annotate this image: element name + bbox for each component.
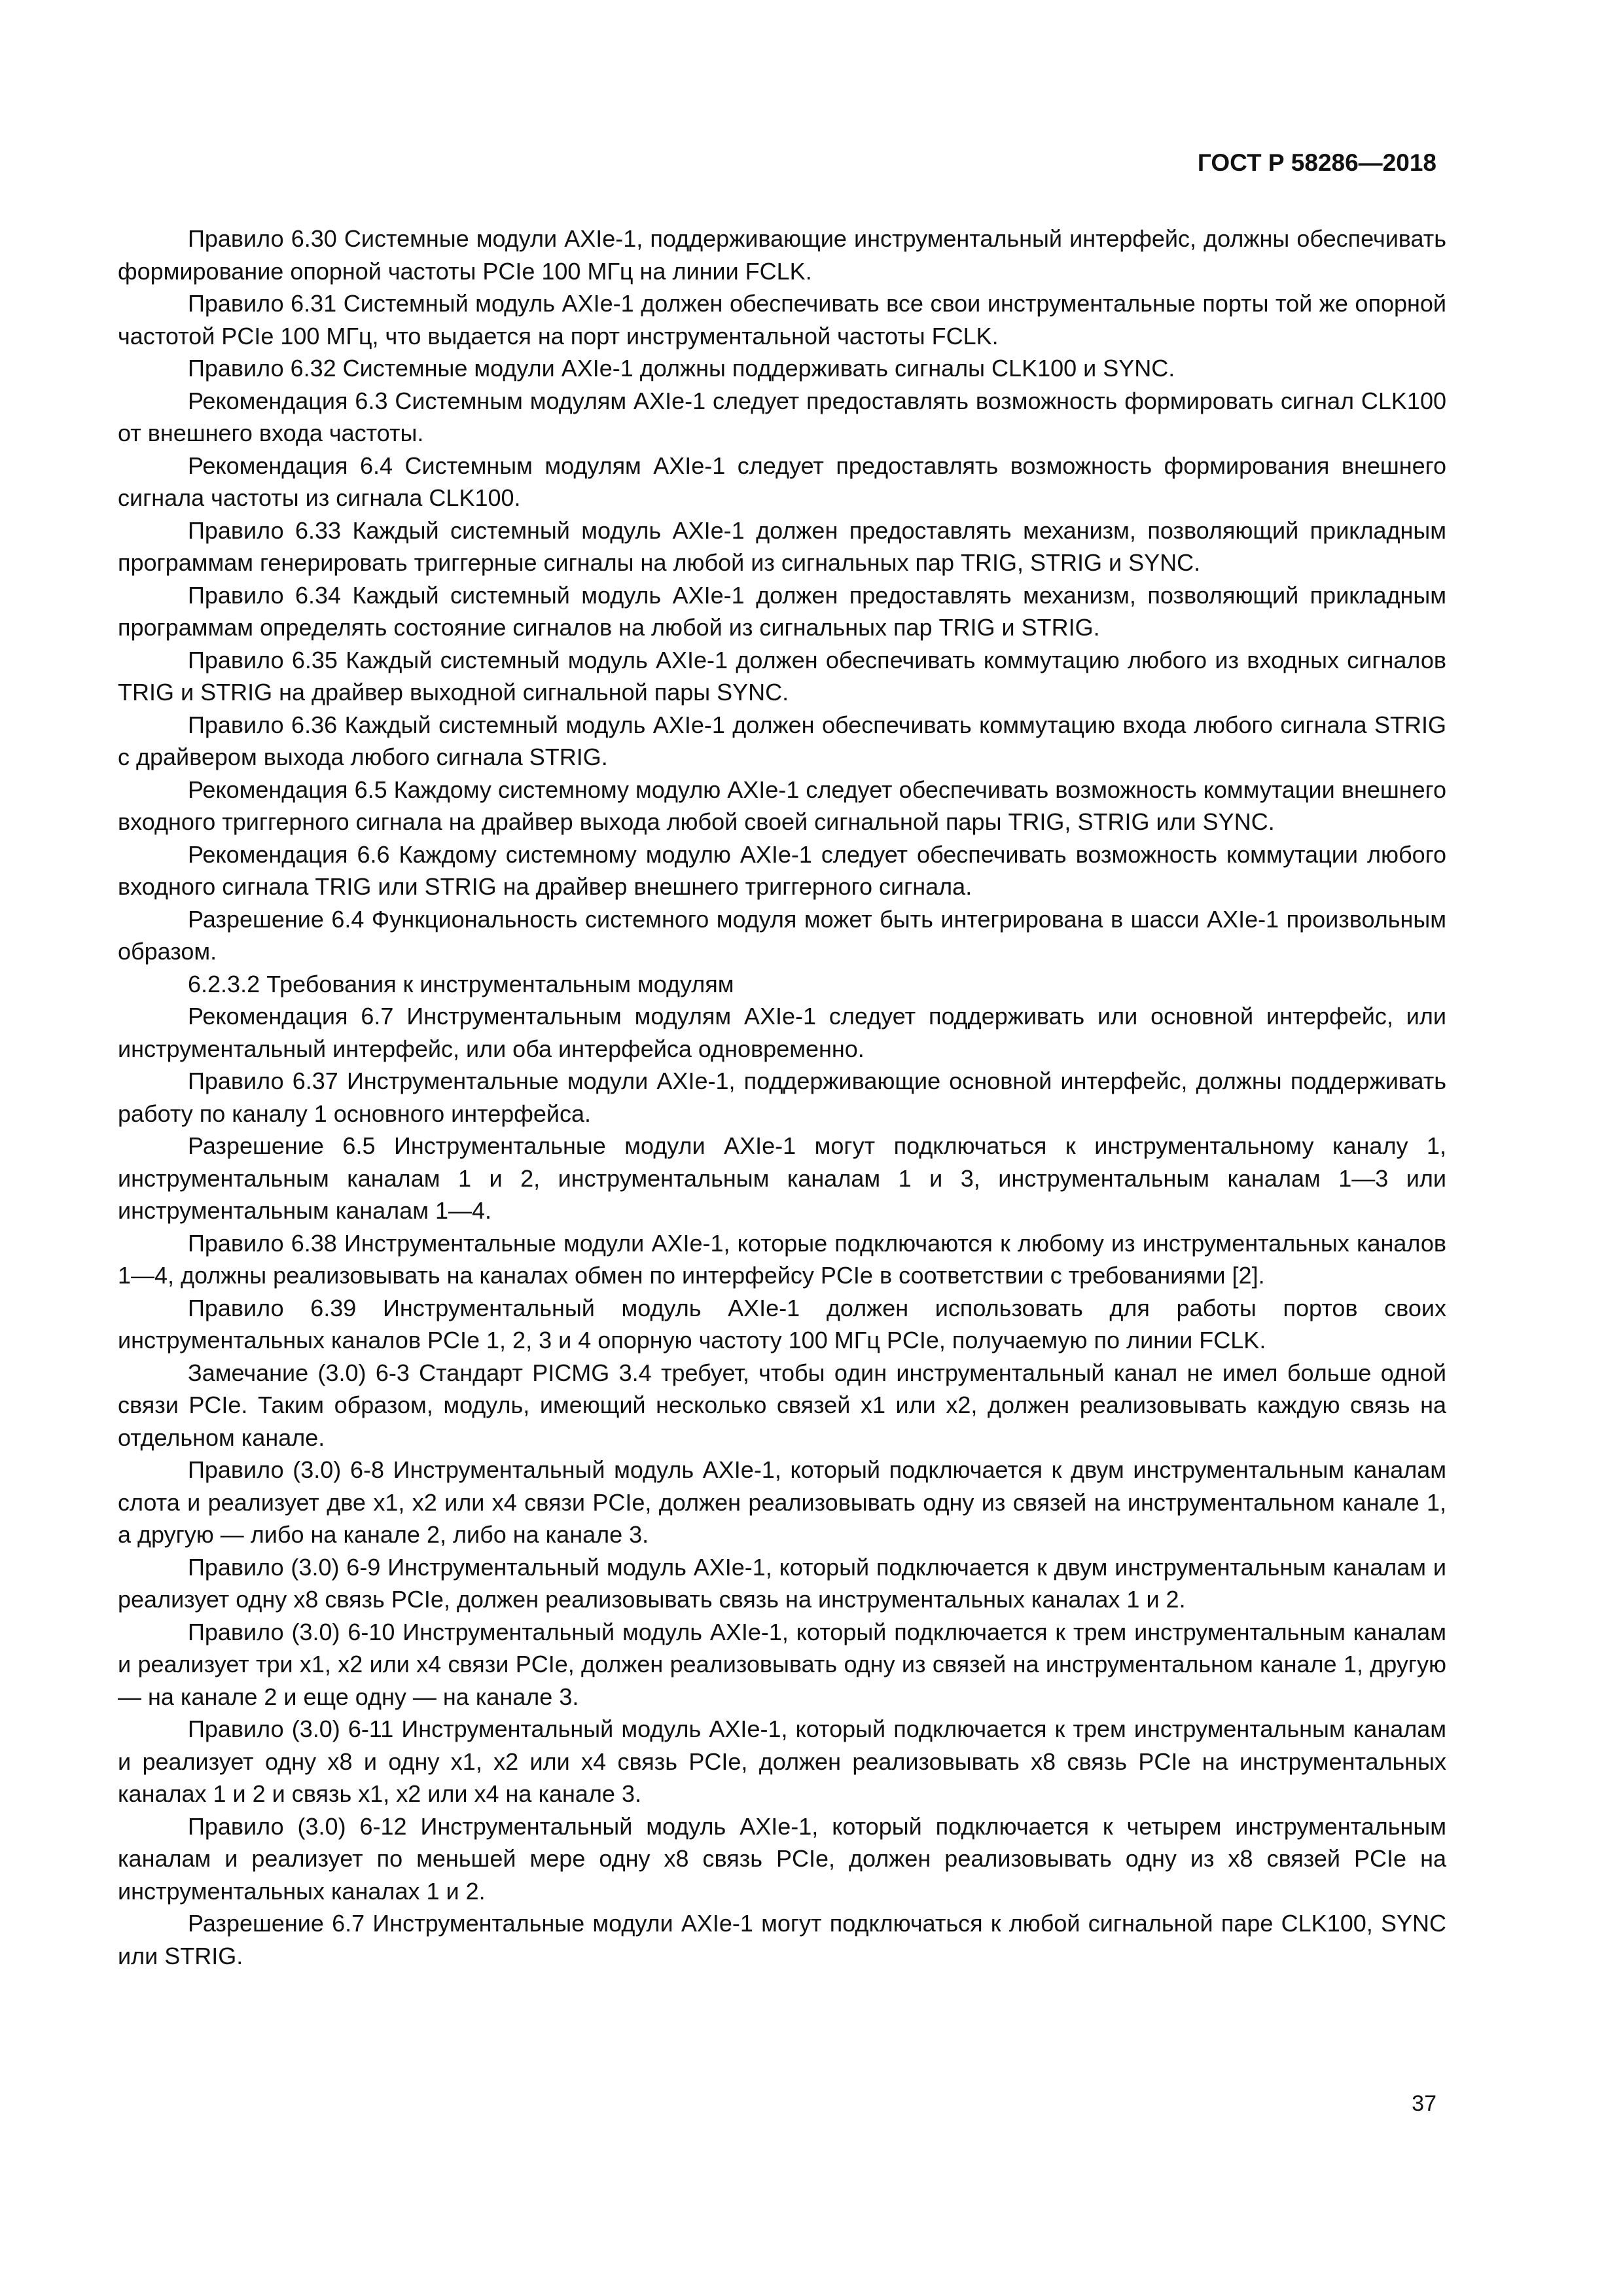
paragraph-permission-6-7: Разрешение 6.7 Инструментальные модули AXIe-1 могут подключаться к любой сигнальной паре CLK100, SYNC или STRIG. <box>118 1910 1446 1969</box>
paragraph-permission-6-4: Разрешение 6.4 Функциональность системного модуля может быть интегрирована в шасси AXIe-1 произвольным образом. <box>118 905 1446 965</box>
page-number: 37 <box>1412 2091 1436 2116</box>
paragraph-rule-6-30: Правило 6.30 Системные модули AXIe-1, поддерживающие инструментальный интерфейс, должны обеспечивать формирование опорной частоты PCIe 100 МГц на линии FCLK. <box>118 225 1446 285</box>
paragraph-recommendation-6-3: Рекомендация 6.3 Системным модулям AXIe-1 следует предоставлять возможность формировать сигнал CLK100 от внешнего входа частоты. <box>118 387 1446 446</box>
paragraph-rule-6-36: Правило 6.36 Каждый системный модуль AXIe-1 должен обеспечивать коммутацию входа любого сигнала STRIG с драйвером выхода любого сигнала STRIG. <box>118 711 1446 770</box>
paragraph-rule-6-33: Правило 6.33 Каждый системный модуль AXIe-1 должен предоставлять механизм, позволяющий прикладным программам генерировать триггерные сигналы на любой из сигнальных пар TRIG, STRIG и SYNC. <box>118 516 1446 576</box>
paragraph-recommendation-6-7: Рекомендация 6.7 Инструментальным модулям AXIe-1 следует поддерживать или основной интерфейс, или инструментальный интерфейс, или оба интерфейса одновременно. <box>118 1003 1446 1062</box>
section-heading-6-2-3-2: 6.2.3.2 Требования к инструментальным модулям <box>188 970 734 997</box>
paragraph-rule-3-0-6-12: Правило (3.0) 6-12 Инструментальный модуль AXIe-1, который подключается к четырем инструментальным каналам и реализует по меньшей мере одну x8 связь PCIe, должен реализовывать одну из x8 связей PCIe на инструментальных каналах 1 и 2. <box>118 1812 1446 1905</box>
paragraph-rule-3-0-6-10: Правило (3.0) 6-10 Инструментальный модуль AXIe-1, который подключается к трем инструментальным каналам и реализует три x1, x2 или x4 связи PCIe, должен реализовывать одну из связей на инструментальном канале 1, другую — на канале 2 и еще одну — на канале 3. <box>118 1618 1446 1710</box>
paragraph-rule-6-35: Правило 6.35 Каждый системный модуль AXIe-1 должен обеспечивать коммутацию любого из входных сигналов TRIG и STRIG на драйвер выходной сигнальной пары SYNC. <box>118 646 1446 706</box>
paragraph-rule-3-0-6-9: Правило (3.0) 6-9 Инструментальный модуль AXIe-1, который подключается к двум инструментальным каналам и реализует одну x8 связь PCIe, должен реализовывать связь на инструментальных каналах 1 и 2. <box>118 1553 1446 1613</box>
paragraph-recommendation-6-6: Рекомендация 6.6 Каждому системному модулю AXIe-1 следует обеспечивать возможность коммутации любого входного сигнала TRIG или STRIG на драйвер внешнего триггерного сигнала. <box>118 840 1446 900</box>
standard-header: ГОСТ Р 58286—2018 <box>1197 149 1436 176</box>
paragraph-permission-6-5: Разрешение 6.5 Инструментальные модули AXIe-1 могут подключаться к инструментальному каналу 1, инструментальным каналам 1 и 2, инструментальным каналам 1 и 3, инструментальным каналам 1—3 или инструментальным каналам 1—4. <box>118 1132 1446 1224</box>
document-body <box>118 223 1446 1972</box>
paragraph-recommendation-6-5: Рекомендация 6.5 Каждому системному модулю AXIe-1 следует обеспечивать возможность коммутации внешнего входного триггерного сигнала на драйвер выхода любой своей сигнальной пары TRIG, STRIG или SYNC. <box>118 776 1446 835</box>
paragraph-recommendation-6-4: Рекомендация 6.4 Системным модулям AXIe-1 следует предоставлять возможность формирования внешнего сигнала частоты из сигнала CLK100. <box>118 452 1446 511</box>
paragraph-rule-6-39: Правило 6.39 Инструментальный модуль AXIe-1 должен использовать для работы портов своих инструментальных каналов PCIe 1, 2, 3 и 4 опорную частоту 100 МГц PCIe, получаемую по линии FCLK. <box>118 1294 1446 1354</box>
paragraph-rule-3-0-6-8: Правило (3.0) 6-8 Инструментальный модуль AXIe-1, который подключается к двум инструментальным каналам слота и реализует две x1, x2 или x4 связи PCIe, должен реализовывать одну из связей на инструментальном канале 1, а другую — либо на канале 2, либо на канале 3. <box>118 1456 1446 1548</box>
paragraph-rule-6-34: Правило 6.34 Каждый системный модуль AXIe-1 должен предоставлять механизм, позволяющий прикладным программам определять состояние сигналов на любой из сигнальных пар TRIG и STRIG. <box>118 581 1446 641</box>
paragraph-rule-6-38: Правило 6.38 Инструментальные модули AXIe-1, которые подключаются к любому из инструментальных каналов 1—4, должны реализовывать на каналах обмен по интерфейсу PCIe в соответствии с требованиями [2]. <box>118 1229 1446 1289</box>
paragraph-rule-6-37: Правило 6.37 Инструментальные модули AXIe-1, поддерживающие основной интерфейс, должны поддерживать работу по каналу 1 основного интерфейса. <box>118 1067 1446 1127</box>
paragraph-rule-6-31: Правило 6.31 Системный модуль AXIe-1 должен обеспечивать все свои инструментальные порты той же опорной частотой PCIe 100 МГц, что выдается на порт инструментальной частоты FCLK. <box>118 290 1446 350</box>
paragraph-rule-6-32: Правило 6.32 Системные модули AXIe-1 должны поддерживать сигналы CLK100 и SYNC. <box>188 355 1175 382</box>
paragraph-note-3-0-6-3: Замечание (3.0) 6-3 Стандарт PICMG 3.4 требует, чтобы один инструментальный канал не имел больше одной связи PCIe. Таким образом, модуль, имеющий несколько связей x1 или x2, должен реализовывать каждую связь на отдельном канале. <box>118 1359 1446 1451</box>
paragraph-rule-3-0-6-11: Правило (3.0) 6-11 Инструментальный модуль AXIe-1, который подключается к трем инструментальным каналам и реализует одну x8 и одну x1, x2 или x4 связь PCIe, должен реализовывать x8 связь PCIe на инструментальных каналах 1 и 2 и связь x1, x2 или x4 на канале 3. <box>118 1715 1446 1807</box>
